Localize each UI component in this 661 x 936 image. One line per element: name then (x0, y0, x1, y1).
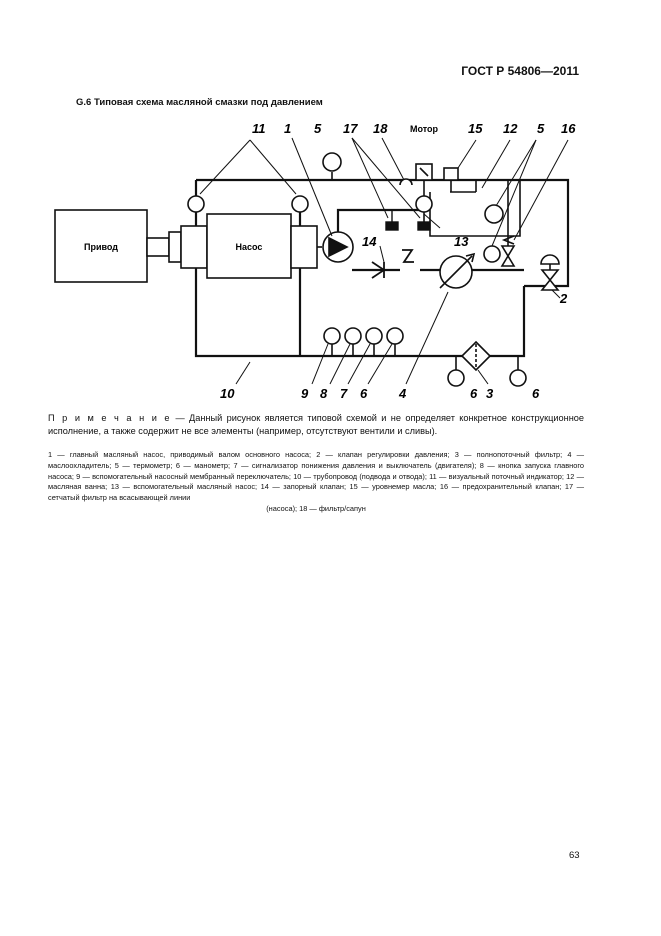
breather-symbol (400, 179, 412, 185)
callout-6-left-filter: 6 (470, 386, 478, 401)
callout-15: 15 (468, 121, 483, 136)
coupling-flange (169, 232, 181, 262)
legend-text: 1 — главный масляный насос, приводимый валом основного насоса; 2 — клапан регулировки давления; 3 — полнопоточный фильтр; 4 — маслоохладитель; 5 — термометр; 6 — манометр; 7 — сигнализатор понижения давления и выключатель (двигателя); 8 — кнопка запуска главного насоса; 9 — вспомогательный насосный мембранный переключатель; 10 — трубопровод (подвода и отвода); 11 — визуальный поточный индикатор; 12 — масляная ванна; 13 — вспомогательный масляный насос; 14 — запорный клапан; 15 — уровнемер масла; 16 — предохранительный клапан; 17 — сетчатый фильтр на всасывающей линии (48, 450, 584, 503)
flow-indicator-right (292, 196, 308, 212)
manometer-before-filter (448, 370, 464, 386)
pipeline-bottom (300, 286, 524, 356)
callout-6-bottom: 6 (360, 386, 368, 401)
oil-cooler-symbol (440, 254, 474, 288)
callout-10: 10 (220, 386, 235, 401)
drive-label: Привод (83, 242, 119, 252)
callout-2: 2 (560, 291, 568, 306)
main-pump-symbol (317, 232, 353, 262)
full-flow-filter-symbol (462, 342, 490, 370)
flow-indicator-left (188, 196, 204, 212)
callout-1: 1 (284, 121, 292, 136)
callout-16: 16 (561, 121, 576, 136)
callout-14: 14 (362, 234, 377, 249)
manometer-relief (484, 246, 500, 262)
callout-8-bottom: 8 (320, 386, 328, 401)
callout-9: 9 (301, 386, 309, 401)
callout-5-right: 5 (537, 121, 545, 136)
page-number: 63 (569, 850, 580, 861)
document-code: ГОСТ Р 54806—2011 (461, 64, 579, 78)
start-button-gauge (345, 328, 361, 344)
pump-label: Насос (235, 242, 263, 252)
figure-note (48, 412, 584, 437)
callout-5-top: 5 (314, 121, 322, 136)
membrane-switch-gauge (324, 328, 340, 344)
callout-3: 3 (486, 386, 494, 401)
legend-end: (насоса); 18 — фильтр/сапун (266, 503, 366, 513)
note-text: — Данный рисунок является типовой схемой и не определяет конкретное конструкционное исполнение, а также содержит не все элементы (например, отсутствуют вентили и сливы). (48, 413, 584, 436)
thermometer-bath (485, 205, 503, 223)
note-prefix: П р и м е ч а н и е (48, 413, 172, 423)
pressure-valve-symbol (541, 255, 568, 290)
lubrication-schematic (0, 0, 661, 420)
thermometer-top (323, 153, 341, 180)
pump-flange-left (181, 226, 207, 268)
pump-flange-right (291, 226, 317, 268)
section-title: G.6 Типовая схема масляной смазки под давлением (76, 97, 323, 108)
callout-18: 18 (373, 121, 388, 136)
callout-4: 4 (399, 386, 407, 401)
callout-6-right-filter: 6 (532, 386, 540, 401)
callout-11: 11 (252, 121, 266, 136)
check-valve-symbol (372, 250, 414, 278)
motor-label: Мотор (410, 124, 439, 134)
manometer-after-filter (510, 370, 526, 386)
manometer-bottom (387, 328, 403, 344)
callout-12: 12 (503, 121, 518, 136)
callout-7: 7 (340, 386, 348, 401)
pressure-alarm-gauge (366, 328, 382, 344)
callout-13: 13 (454, 234, 469, 249)
oil-level-gauge (444, 168, 458, 192)
figure-legend (48, 450, 584, 515)
shaft-coupling-left (147, 238, 169, 256)
callout-17: 17 (343, 121, 358, 136)
